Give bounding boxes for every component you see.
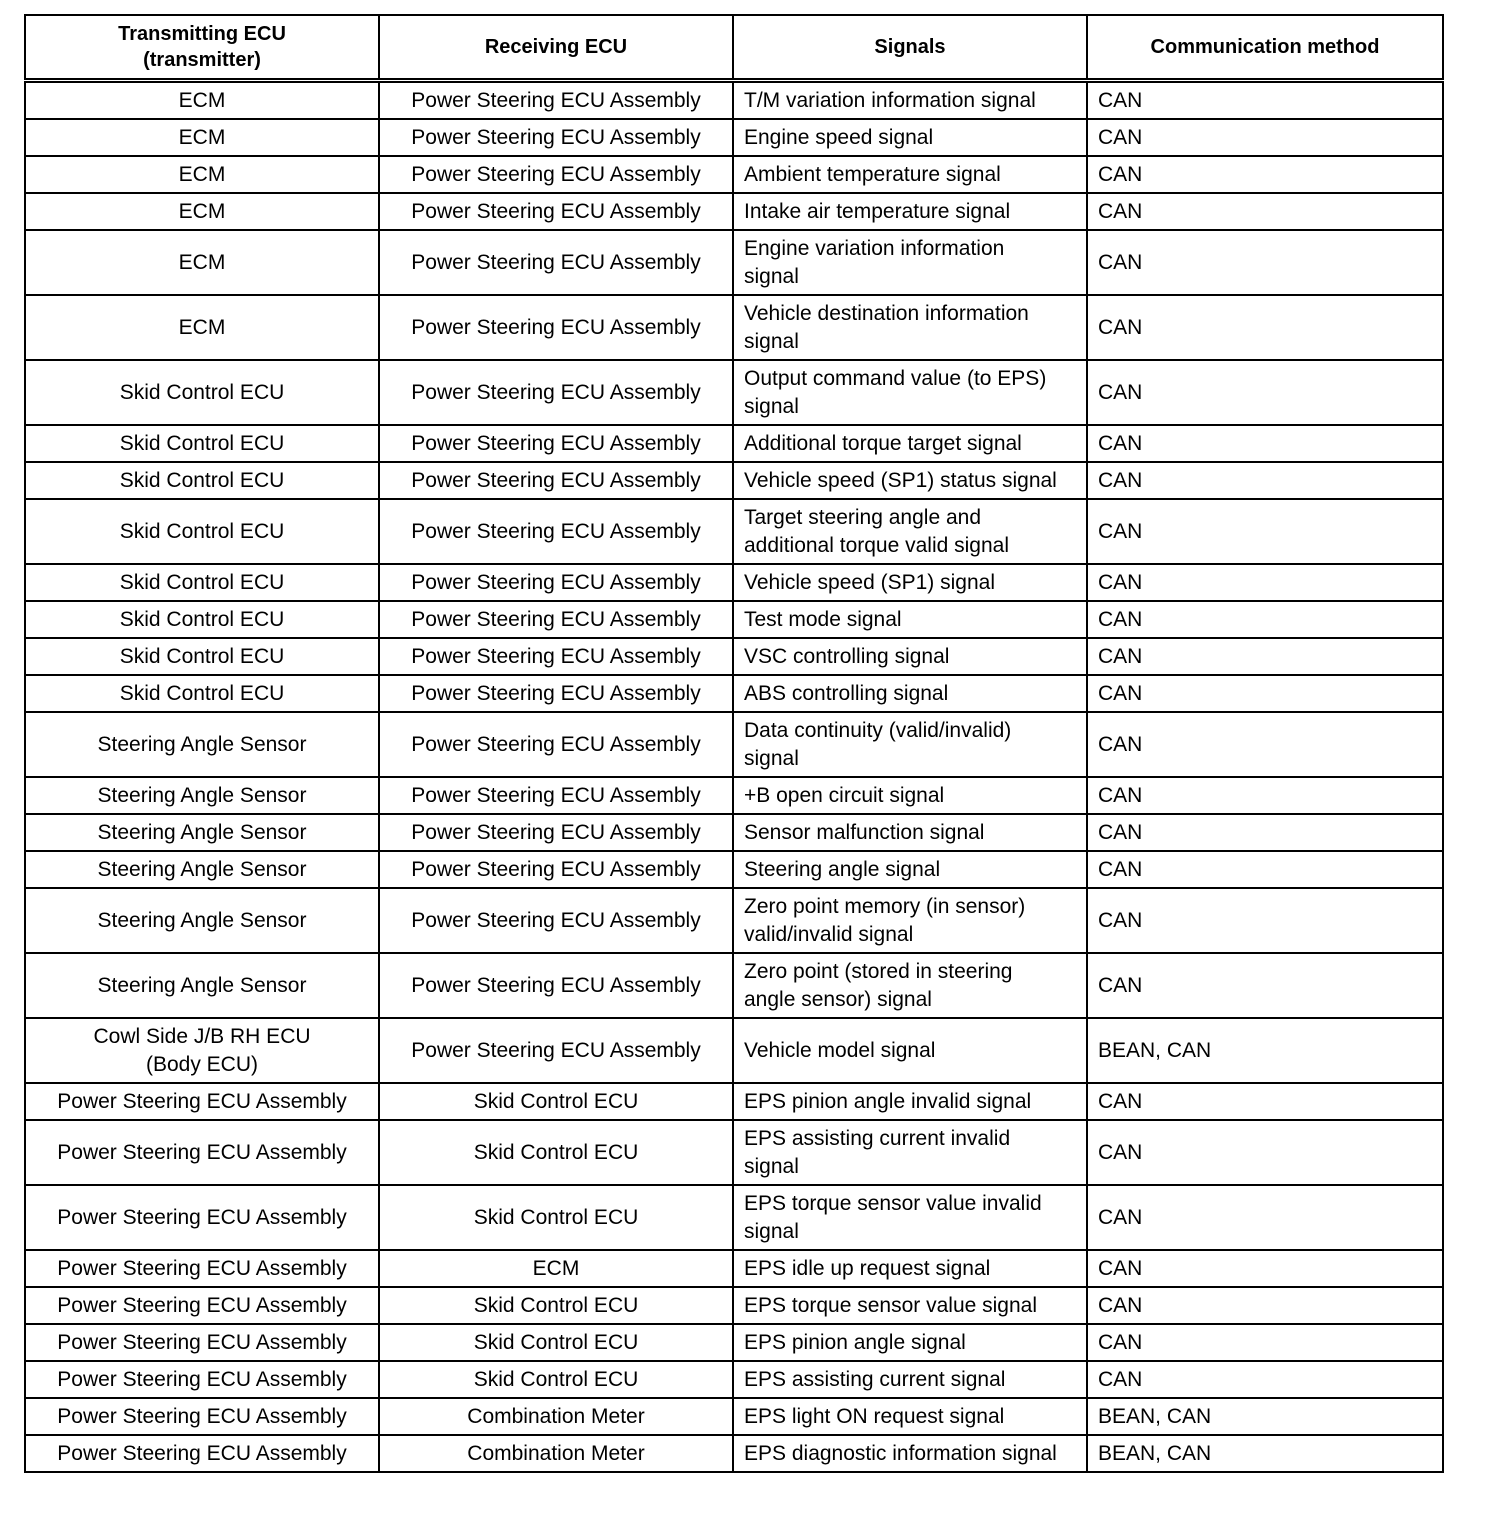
transmitting-ecu-cell — [25, 814, 379, 851]
transmitting-ecu-cell — [25, 360, 379, 425]
signal-cell-text: ABS controlling signal — [744, 681, 949, 705]
communication-method-cell — [1087, 1120, 1443, 1185]
signal-cell — [733, 601, 1087, 638]
transmitting-ecu-cell-text: ECM — [178, 199, 226, 223]
table-row — [25, 295, 1443, 360]
table-row — [25, 462, 1443, 499]
receiving-ecu-cell — [379, 119, 733, 156]
transmitting-ecu-cell — [25, 295, 379, 360]
communication-method-cell-text: CAN — [1098, 908, 1143, 932]
signal-cell — [733, 499, 1087, 564]
communication-method-cell-text: CAN — [1098, 1140, 1143, 1164]
communication-method-cell — [1087, 814, 1443, 851]
signal-cell — [733, 953, 1087, 1018]
signal-cell-text: Sensor malfunction signal — [744, 820, 985, 844]
transmitting-ecu-cell-text: Power Steering ECU Assembly — [57, 1441, 347, 1465]
transmitting-ecu-cell-text: ECM — [178, 125, 226, 149]
communication-method-cell-text: CAN — [1098, 519, 1143, 543]
signal-cell-text: EPS assisting current invalid signal — [744, 1126, 1011, 1178]
communication-method-cell-text: CAN — [1098, 973, 1143, 997]
signal-cell-text: Additional torque target signal — [744, 431, 1022, 455]
communication-method-cell-text: CAN — [1098, 732, 1143, 756]
header-communication-method-label: Communication method — [1150, 36, 1380, 58]
receiving-ecu-cell — [379, 888, 733, 953]
table-row — [25, 564, 1443, 601]
communication-method-cell-text: CAN — [1098, 644, 1143, 668]
transmitting-ecu-cell-text: Skid Control ECU — [119, 644, 285, 668]
communication-method-cell — [1087, 888, 1443, 953]
transmitting-ecu-cell-text: Steering Angle Sensor — [97, 857, 307, 881]
signal-cell — [733, 360, 1087, 425]
receiving-ecu-cell-text: Power Steering ECU Assembly — [411, 973, 701, 997]
receiving-ecu-cell-text: Skid Control ECU — [473, 1140, 639, 1164]
receiving-ecu-cell-text: Power Steering ECU Assembly — [411, 250, 701, 274]
receiving-ecu-cell-text: Power Steering ECU Assembly — [411, 820, 701, 844]
signal-cell — [733, 1120, 1087, 1185]
signal-cell — [733, 638, 1087, 675]
receiving-ecu-cell — [379, 1398, 733, 1435]
receiving-ecu-cell-text: Power Steering ECU Assembly — [411, 783, 701, 807]
transmitting-ecu-cell — [25, 462, 379, 499]
receiving-ecu-cell-text: Power Steering ECU Assembly — [411, 431, 701, 455]
receiving-ecu-cell-text: Skid Control ECU — [473, 1205, 639, 1229]
communication-method-cell — [1087, 1083, 1443, 1120]
table-row — [25, 1185, 1443, 1250]
receiving-ecu-cell — [379, 814, 733, 851]
communication-method-cell-text: CAN — [1098, 607, 1143, 631]
communication-method-cell-text: CAN — [1098, 125, 1143, 149]
receiving-ecu-cell-text: Power Steering ECU Assembly — [411, 125, 701, 149]
table-row — [25, 1435, 1443, 1472]
signal-cell-text: Ambient temperature signal — [744, 162, 1001, 186]
table-row — [25, 499, 1443, 564]
receiving-ecu-cell — [379, 1435, 733, 1472]
table-row — [25, 638, 1443, 675]
communication-method-cell-text: CAN — [1098, 1293, 1143, 1317]
signal-cell-text: Data continuity (valid/invalid) signal — [744, 718, 1012, 770]
signal-cell-text: Vehicle speed (SP1) status signal — [744, 468, 1057, 492]
transmitting-ecu-cell-text: ECM — [178, 250, 226, 274]
receiving-ecu-cell — [379, 564, 733, 601]
communication-method-cell — [1087, 360, 1443, 425]
signal-cell-text: Vehicle model signal — [744, 1038, 936, 1062]
table-row — [25, 119, 1443, 156]
transmitting-ecu-cell — [25, 712, 379, 777]
transmitting-ecu-cell — [25, 1287, 379, 1324]
header-signals-label: Signals — [874, 36, 946, 58]
transmitting-ecu-cell — [25, 675, 379, 712]
signal-cell-text: Engine speed signal — [744, 125, 934, 149]
communication-method-cell — [1087, 675, 1443, 712]
transmitting-ecu-cell-text: ECM — [178, 315, 226, 339]
communication-method-cell — [1087, 712, 1443, 777]
receiving-ecu-cell — [379, 1018, 733, 1083]
transmitting-ecu-cell — [25, 1361, 379, 1398]
receiving-ecu-cell — [379, 675, 733, 712]
communication-method-cell-text: CAN — [1098, 88, 1143, 112]
transmitting-ecu-cell — [25, 601, 379, 638]
signal-cell — [733, 81, 1087, 120]
transmitting-ecu-cell — [25, 1324, 379, 1361]
transmitting-ecu-cell-text: Steering Angle Sensor — [97, 783, 307, 807]
table-row — [25, 81, 1443, 120]
transmitting-ecu-cell-text: Power Steering ECU Assembly — [57, 1367, 347, 1391]
signal-cell — [733, 1435, 1087, 1472]
table-header — [25, 15, 1443, 81]
communication-method-cell — [1087, 230, 1443, 295]
header-row — [25, 15, 1443, 81]
receiving-ecu-cell — [379, 193, 733, 230]
communication-method-cell-text: CAN — [1098, 681, 1143, 705]
receiving-ecu-cell — [379, 1083, 733, 1120]
table-row — [25, 230, 1443, 295]
transmitting-ecu-cell — [25, 230, 379, 295]
signal-cell-text: Steering angle signal — [744, 857, 941, 881]
signal-cell-text: EPS torque sensor value signal — [744, 1293, 1038, 1317]
transmitting-ecu-cell — [25, 564, 379, 601]
communication-method-cell — [1087, 1398, 1443, 1435]
signal-cell — [733, 1361, 1087, 1398]
table-row — [25, 888, 1443, 953]
communication-method-cell — [1087, 81, 1443, 120]
communication-method-cell-text: CAN — [1098, 857, 1143, 881]
transmitting-ecu-cell — [25, 119, 379, 156]
receiving-ecu-cell-text: Power Steering ECU Assembly — [411, 468, 701, 492]
table-row — [25, 1398, 1443, 1435]
communication-method-cell-text: CAN — [1098, 162, 1143, 186]
signal-cell — [733, 888, 1087, 953]
receiving-ecu-cell — [379, 1185, 733, 1250]
header-transmitting-ecu-label: Transmitting ECU (transmitter) — [118, 23, 286, 71]
receiving-ecu-cell — [379, 499, 733, 564]
signal-cell-text: EPS pinion angle signal — [744, 1330, 966, 1354]
communication-method-cell — [1087, 1185, 1443, 1250]
transmitting-ecu-cell — [25, 1250, 379, 1287]
receiving-ecu-cell-text: Combination Meter — [467, 1441, 645, 1465]
signal-cell-text: Intake air temperature signal — [744, 199, 1011, 223]
transmitting-ecu-cell — [25, 156, 379, 193]
table-row — [25, 851, 1443, 888]
transmitting-ecu-cell-text: Skid Control ECU — [119, 681, 285, 705]
transmitting-ecu-cell — [25, 193, 379, 230]
communication-method-cell-text: CAN — [1098, 1367, 1143, 1391]
header-signals — [733, 15, 1087, 81]
transmitting-ecu-cell — [25, 1083, 379, 1120]
receiving-ecu-cell — [379, 777, 733, 814]
communication-method-cell-text: BEAN, CAN — [1098, 1441, 1212, 1465]
receiving-ecu-cell-text: ECM — [532, 1256, 580, 1280]
signal-cell-text: EPS idle up request signal — [744, 1256, 991, 1280]
table-row — [25, 360, 1443, 425]
communication-method-cell — [1087, 193, 1443, 230]
table-row — [25, 193, 1443, 230]
ecu-communication-table — [24, 14, 1444, 1473]
signal-cell — [733, 1250, 1087, 1287]
signal-cell-text: Zero point (stored in steering angle sensor) signal — [744, 959, 1013, 1011]
transmitting-ecu-cell-text: Power Steering ECU Assembly — [57, 1404, 347, 1428]
transmitting-ecu-cell — [25, 953, 379, 1018]
receiving-ecu-cell — [379, 156, 733, 193]
table-row — [25, 1120, 1443, 1185]
receiving-ecu-cell-text: Power Steering ECU Assembly — [411, 732, 701, 756]
receiving-ecu-cell-text: Power Steering ECU Assembly — [411, 607, 701, 631]
communication-method-cell — [1087, 119, 1443, 156]
communication-method-cell — [1087, 777, 1443, 814]
communication-method-cell — [1087, 462, 1443, 499]
signal-cell — [733, 230, 1087, 295]
communication-method-cell-text: CAN — [1098, 1256, 1143, 1280]
transmitting-ecu-cell — [25, 638, 379, 675]
communication-method-cell — [1087, 1287, 1443, 1324]
signal-cell-text: Vehicle destination information signal — [744, 301, 1029, 353]
receiving-ecu-cell-text: Power Steering ECU Assembly — [411, 199, 701, 223]
table-row — [25, 1083, 1443, 1120]
receiving-ecu-cell — [379, 851, 733, 888]
communication-method-cell — [1087, 295, 1443, 360]
communication-method-cell-text: CAN — [1098, 1205, 1143, 1229]
communication-method-cell-text: CAN — [1098, 820, 1143, 844]
signal-cell-text: EPS diagnostic information signal — [744, 1441, 1057, 1465]
signal-cell — [733, 1018, 1087, 1083]
communication-method-cell — [1087, 499, 1443, 564]
receiving-ecu-cell-text: Power Steering ECU Assembly — [411, 644, 701, 668]
receiving-ecu-cell — [379, 712, 733, 777]
header-receiving-ecu — [379, 15, 733, 81]
signal-cell — [733, 1398, 1087, 1435]
receiving-ecu-cell-text: Combination Meter — [467, 1404, 645, 1428]
header-transmitting-ecu — [25, 15, 379, 81]
communication-method-cell — [1087, 638, 1443, 675]
signal-cell — [733, 1083, 1087, 1120]
receiving-ecu-cell — [379, 1361, 733, 1398]
receiving-ecu-cell — [379, 1287, 733, 1324]
table-row — [25, 425, 1443, 462]
transmitting-ecu-cell — [25, 1120, 379, 1185]
transmitting-ecu-cell — [25, 1185, 379, 1250]
transmitting-ecu-cell-text: Steering Angle Sensor — [97, 732, 307, 756]
communication-method-cell — [1087, 953, 1443, 1018]
table-row — [25, 712, 1443, 777]
communication-method-cell — [1087, 601, 1443, 638]
communication-method-cell — [1087, 1018, 1443, 1083]
communication-method-cell-text: CAN — [1098, 570, 1143, 594]
signal-cell — [733, 295, 1087, 360]
table-row — [25, 953, 1443, 1018]
signal-cell — [733, 851, 1087, 888]
table-row — [25, 814, 1443, 851]
transmitting-ecu-cell-text: Skid Control ECU — [119, 468, 285, 492]
signal-cell — [733, 425, 1087, 462]
communication-method-cell-text: CAN — [1098, 315, 1143, 339]
communication-method-cell — [1087, 156, 1443, 193]
transmitting-ecu-cell-text: Steering Angle Sensor — [97, 973, 307, 997]
signal-cell-text: VSC controlling signal — [744, 644, 950, 668]
signal-cell — [733, 814, 1087, 851]
table-row — [25, 1018, 1443, 1083]
signal-cell — [733, 1324, 1087, 1361]
receiving-ecu-cell-text: Power Steering ECU Assembly — [411, 857, 701, 881]
table-row — [25, 156, 1443, 193]
table-row — [25, 675, 1443, 712]
transmitting-ecu-cell-text: Cowl Side J/B RH ECU (Body ECU) — [93, 1024, 311, 1076]
receiving-ecu-cell — [379, 230, 733, 295]
signal-cell — [733, 119, 1087, 156]
communication-method-cell-text: CAN — [1098, 199, 1143, 223]
transmitting-ecu-cell — [25, 81, 379, 120]
receiving-ecu-cell — [379, 81, 733, 120]
receiving-ecu-cell-text: Power Steering ECU Assembly — [411, 681, 701, 705]
transmitting-ecu-cell — [25, 777, 379, 814]
receiving-ecu-cell-text: Power Steering ECU Assembly — [411, 519, 701, 543]
transmitting-ecu-cell-text: Skid Control ECU — [119, 519, 285, 543]
receiving-ecu-cell-text: Power Steering ECU Assembly — [411, 1038, 701, 1062]
receiving-ecu-cell — [379, 462, 733, 499]
signal-cell-text: T/M variation information signal — [744, 88, 1036, 112]
receiving-ecu-cell-text: Power Steering ECU Assembly — [411, 162, 701, 186]
receiving-ecu-cell-text: Skid Control ECU — [473, 1367, 639, 1391]
transmitting-ecu-cell-text: Skid Control ECU — [119, 607, 285, 631]
signal-cell — [733, 156, 1087, 193]
communication-method-cell — [1087, 1250, 1443, 1287]
receiving-ecu-cell-text: Power Steering ECU Assembly — [411, 908, 701, 932]
signal-cell-text: EPS assisting current signal — [744, 1367, 1006, 1391]
receiving-ecu-cell-text: Power Steering ECU Assembly — [411, 570, 701, 594]
communication-method-cell-text: BEAN, CAN — [1098, 1404, 1212, 1428]
transmitting-ecu-cell-text: Skid Control ECU — [119, 570, 285, 594]
signal-cell — [733, 777, 1087, 814]
receiving-ecu-cell — [379, 601, 733, 638]
communication-method-cell-text: BEAN, CAN — [1098, 1038, 1212, 1062]
transmitting-ecu-cell-text: Steering Angle Sensor — [97, 908, 307, 932]
signal-cell-text: Zero point memory (in sensor) valid/invalid signal — [744, 894, 1026, 946]
transmitting-ecu-cell — [25, 1435, 379, 1472]
communication-method-cell-text: CAN — [1098, 380, 1143, 404]
transmitting-ecu-cell-text: ECM — [178, 162, 226, 186]
signal-cell-text: Output command value (to EPS) signal — [744, 366, 1047, 418]
communication-method-cell-text: CAN — [1098, 468, 1143, 492]
communication-method-cell-text: CAN — [1098, 431, 1143, 455]
table-row — [25, 601, 1443, 638]
transmitting-ecu-cell — [25, 888, 379, 953]
signal-cell-text: Engine variation information signal — [744, 236, 1005, 288]
document-page — [24, 14, 1442, 1473]
table-row — [25, 777, 1443, 814]
transmitting-ecu-cell-text: ECM — [178, 88, 226, 112]
communication-method-cell — [1087, 1435, 1443, 1472]
communication-method-cell — [1087, 425, 1443, 462]
signal-cell — [733, 675, 1087, 712]
receiving-ecu-cell — [379, 1120, 733, 1185]
receiving-ecu-cell — [379, 295, 733, 360]
transmitting-ecu-cell-text: Steering Angle Sensor — [97, 820, 307, 844]
signal-cell-text: +B open circuit signal — [744, 783, 945, 807]
communication-method-cell-text: CAN — [1098, 783, 1143, 807]
transmitting-ecu-cell — [25, 1398, 379, 1435]
signal-cell-text: Vehicle speed (SP1) signal — [744, 570, 995, 594]
communication-method-cell — [1087, 1324, 1443, 1361]
receiving-ecu-cell-text: Power Steering ECU Assembly — [411, 315, 701, 339]
communication-method-cell-text: CAN — [1098, 1089, 1143, 1113]
header-receiving-ecu-label: Receiving ECU — [484, 36, 628, 58]
receiving-ecu-cell — [379, 1324, 733, 1361]
communication-method-cell-text: CAN — [1098, 1330, 1143, 1354]
receiving-ecu-cell-text: Skid Control ECU — [473, 1089, 639, 1113]
receiving-ecu-cell-text: Power Steering ECU Assembly — [411, 380, 701, 404]
transmitting-ecu-cell — [25, 425, 379, 462]
transmitting-ecu-cell-text: Skid Control ECU — [119, 431, 285, 455]
table-row — [25, 1250, 1443, 1287]
receiving-ecu-cell-text: Skid Control ECU — [473, 1330, 639, 1354]
signal-cell-text: EPS light ON request signal — [744, 1404, 1005, 1428]
signal-cell-text: Target steering angle and additional torque valid signal — [744, 505, 1010, 557]
signal-cell-text: Test mode signal — [744, 607, 902, 631]
signal-cell — [733, 1185, 1087, 1250]
transmitting-ecu-cell-text: Power Steering ECU Assembly — [57, 1140, 347, 1164]
signal-cell — [733, 712, 1087, 777]
header-communication-method — [1087, 15, 1443, 81]
transmitting-ecu-cell-text: Power Steering ECU Assembly — [57, 1089, 347, 1113]
signal-cell — [733, 462, 1087, 499]
table-row — [25, 1287, 1443, 1324]
communication-method-cell — [1087, 1361, 1443, 1398]
receiving-ecu-cell — [379, 360, 733, 425]
transmitting-ecu-cell — [25, 499, 379, 564]
table-body — [25, 81, 1443, 1473]
signal-cell-text: EPS pinion angle invalid signal — [744, 1089, 1032, 1113]
signal-cell — [733, 564, 1087, 601]
receiving-ecu-cell — [379, 953, 733, 1018]
transmitting-ecu-cell-text: Power Steering ECU Assembly — [57, 1205, 347, 1229]
communication-method-cell-text: CAN — [1098, 250, 1143, 274]
signal-cell — [733, 193, 1087, 230]
transmitting-ecu-cell-text: Power Steering ECU Assembly — [57, 1256, 347, 1280]
transmitting-ecu-cell-text: Skid Control ECU — [119, 380, 285, 404]
receiving-ecu-cell-text: Skid Control ECU — [473, 1293, 639, 1317]
receiving-ecu-cell-text: Power Steering ECU Assembly — [411, 88, 701, 112]
communication-method-cell — [1087, 851, 1443, 888]
signal-cell — [733, 1287, 1087, 1324]
transmitting-ecu-cell — [25, 1018, 379, 1083]
receiving-ecu-cell — [379, 1250, 733, 1287]
communication-method-cell — [1087, 564, 1443, 601]
transmitting-ecu-cell — [25, 851, 379, 888]
receiving-ecu-cell — [379, 425, 733, 462]
table-row — [25, 1361, 1443, 1398]
receiving-ecu-cell — [379, 638, 733, 675]
signal-cell-text: EPS torque sensor value invalid signal — [744, 1191, 1042, 1243]
transmitting-ecu-cell-text: Power Steering ECU Assembly — [57, 1293, 347, 1317]
table-row — [25, 1324, 1443, 1361]
transmitting-ecu-cell-text: Power Steering ECU Assembly — [57, 1330, 347, 1354]
